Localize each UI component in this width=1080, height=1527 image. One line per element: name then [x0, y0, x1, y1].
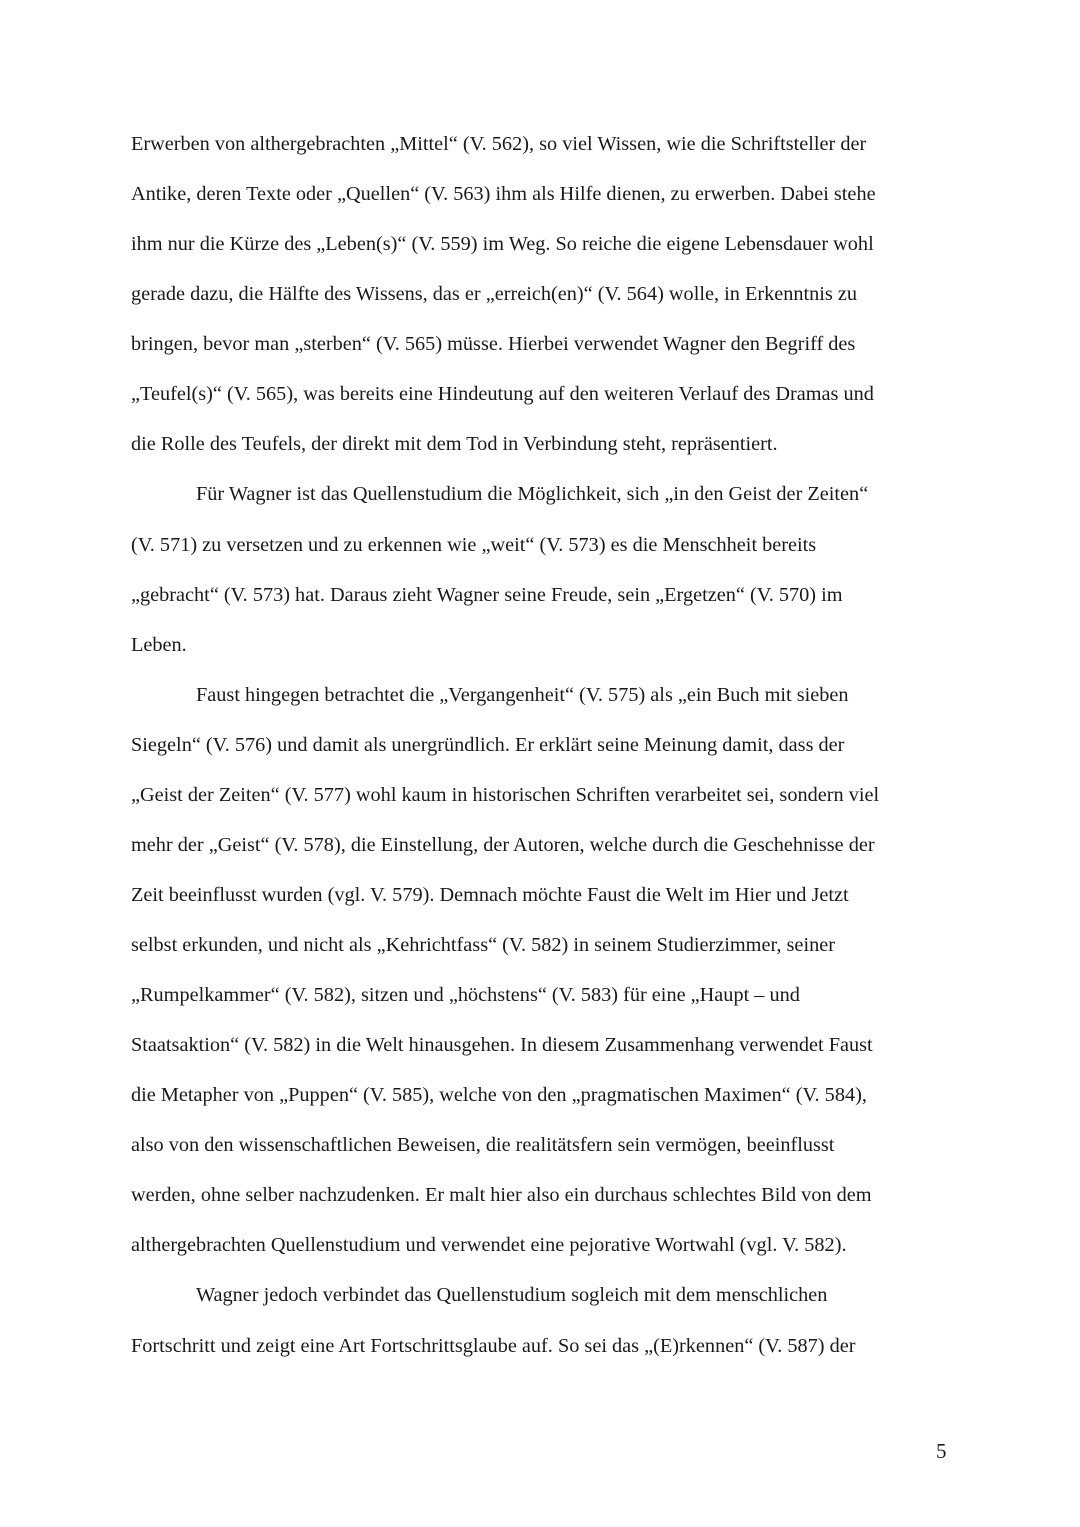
text-line: ihm nur die Kürze des „Leben(s)“ (V. 559) im Weg. So reiche die eigene Lebensdauer wohl — [131, 233, 874, 256]
text-line: Leben. — [131, 633, 187, 656]
text-line: Siegeln“ (V. 576) und damit als unergründlich. Er erklärt seine Meinung damit, dass der — [131, 733, 845, 756]
text-line: Antike, deren Texte oder „Quellen“ (V. 563) ihm als Hilfe dienen, zu erwerben. Dabei stehe — [131, 183, 876, 206]
text-line: werden, ohne selber nachzudenken. Er malt hier also ein durchaus schlechtes Bild von dem — [131, 1184, 872, 1207]
text-line: bringen, bevor man „sterben“ (V. 565) müsse. Hierbei verwendet Wagner den Begriff des — [131, 333, 856, 356]
text-line: (V. 571) zu versetzen und zu erkennen wie „weit“ (V. 573) es die Menschheit bereits — [131, 533, 817, 556]
text-line: Wagner jedoch verbindet das Quellenstudium sogleich mit dem menschlichen — [196, 1284, 828, 1307]
text-line: Für Wagner ist das Quellenstudium die Möglichkeit, sich „in den Geist der Zeiten“ — [196, 483, 869, 506]
text-line: „gebracht“ (V. 573) hat. Daraus zieht Wagner seine Freude, sein „Ergetzen“ (V. 570) im — [131, 583, 843, 606]
text-line: Fortschritt und zeigt eine Art Fortschrittsglaube auf. So sei das „(E)rkennen“ (V. 587) der — [131, 1334, 856, 1357]
body-text — [131, 125, 941, 1377]
text-line: Erwerben von althergebrachten „Mittel“ (V. 562), so viel Wissen, wie die Schriftsteller der — [131, 133, 867, 155]
text-line: mehr der „Geist“ (V. 578), die Einstellung, der Autoren, welche durch die Geschehnisse der — [131, 833, 875, 856]
text-line: Faust hingegen betrachtet die „Vergangenheit“ (V. 575) als „ein Buch mit sieben — [196, 683, 849, 706]
text-line: „Teufel(s)“ (V. 565), was bereits eine Hindeutung auf den weiteren Verlauf des Dramas und — [131, 383, 874, 406]
text-line: die Metapher von „Puppen“ (V. 585), welche von den „pragmatischen Maximen“ (V. 584), — [131, 1084, 867, 1107]
text-line: selbst erkunden, und nicht als „Kehrichtfass“ (V. 582) in seinem Studierzimmer, seiner — [131, 934, 835, 956]
page-number: 5 — [936, 1439, 947, 1463]
text-line: althergebrachten Quellenstudium und verwendet eine pejorative Wortwahl (vgl. V. 582). — [131, 1234, 847, 1257]
text-line: also von den wissenschaftlichen Beweisen, die realitätsfern sein vermögen, beeinflusst — [131, 1134, 835, 1157]
text-line: Zeit beeinflusst wurden (vgl. V. 579). Demnach möchte Faust die Welt im Hier und Jetzt — [131, 883, 849, 906]
text-line: Staatsaktion“ (V. 582) in die Welt hinausgehen. In diesem Zusammenhang verwendet Faust — [131, 1034, 873, 1057]
text-line: „Geist der Zeiten“ (V. 577) wohl kaum in historischen Schriften verarbeitet sei, sondern viel — [131, 783, 880, 806]
text-line: die Rolle des Teufels, der direkt mit dem Tod in Verbindung steht, repräsentiert. — [131, 433, 778, 456]
text-line: „Rumpelkammer“ (V. 582), sitzen und „höchstens“ (V. 583) für eine „Haupt – und — [131, 984, 800, 1007]
text-line: gerade dazu, die Hälfte des Wissens, das er „erreich(en)“ (V. 564) wolle, in Erkenntnis zu — [131, 283, 858, 306]
